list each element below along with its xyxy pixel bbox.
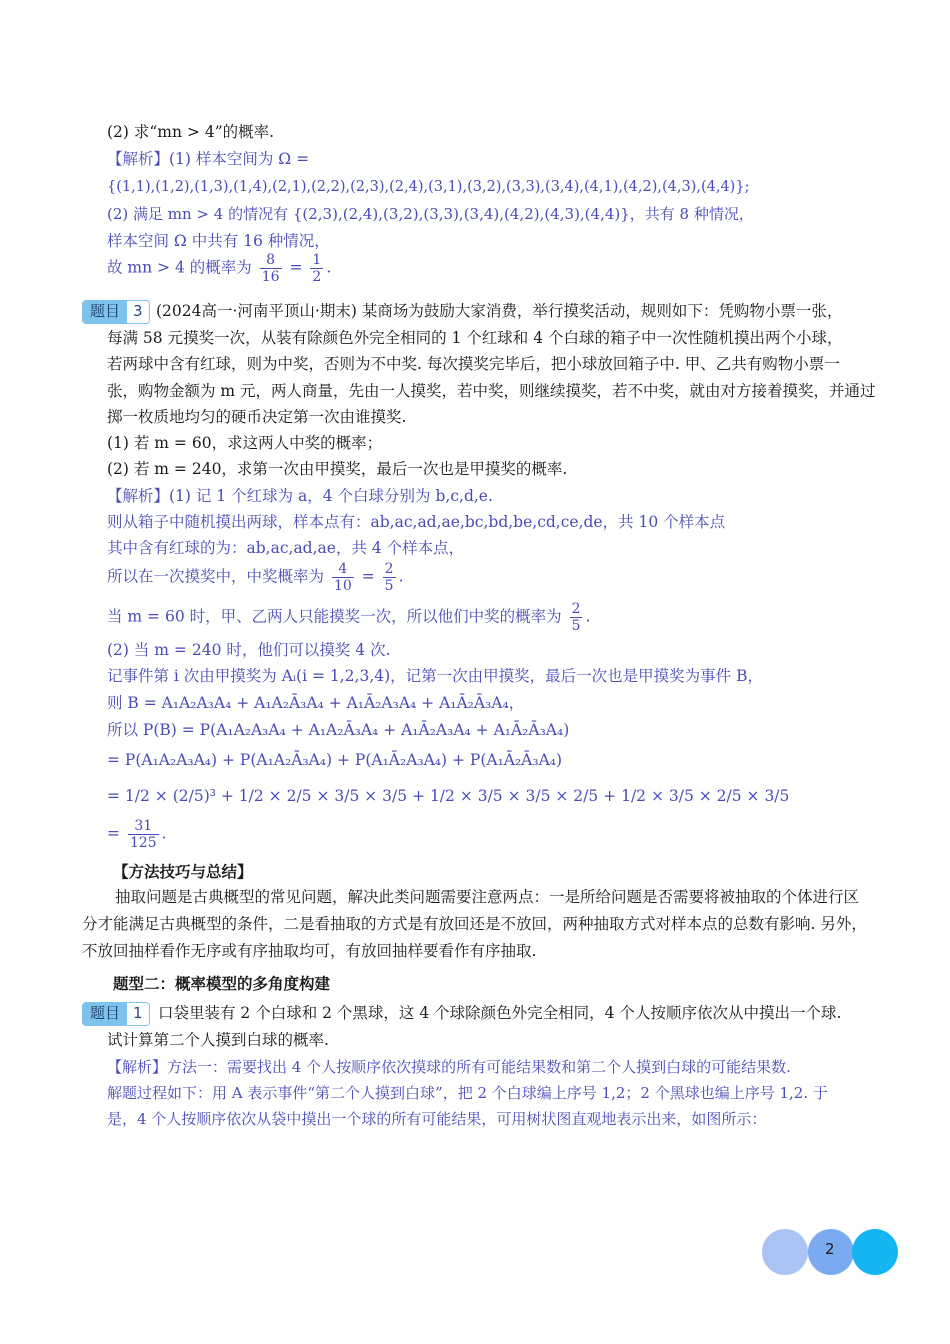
solution-line: 其中含有红球的为：ab,ac,ad,ae，共 4 个样本点， bbox=[107, 539, 465, 557]
question-text: 若两球中含有红球，则为中奖，否则为不中奖. 每次摸奖完毕后，把小球放回箱子中. 甲、乙共有购物小票一 bbox=[107, 355, 840, 373]
question-text: 试计算第二个人摸到白球的概率. bbox=[107, 1031, 329, 1049]
solution-line: 【解析】(1) 样本空间为 Ω = bbox=[107, 150, 310, 168]
question-text: 掷一枚质地均匀的硬币决定第一次由谁摸奖. bbox=[107, 408, 407, 426]
question-part-1: (1) 若 m = 60，求这两人中奖的概率； bbox=[107, 434, 383, 452]
probability-result: 所以在一次摸奖中，中奖概率为 $\frac{4}{10}$ = $\frac{2}{5}$ . bbox=[107, 561, 404, 594]
question-text: 每满 58 元摸奖一次，从装有除颜色外完全相同的 1 个红球和 4 个白球的箱子中一次性随机摸出两个小球， bbox=[107, 329, 843, 347]
solution-line: 样本空间 Ω 中共有 16 种情况， bbox=[107, 232, 330, 250]
solution-line: 记事件第 i 次由甲摸奖为 Aᵢ(i = 1,2,3,4)，记第一次由甲摸奖，最后一次也是甲摸奖为事件 B， bbox=[107, 667, 763, 685]
probability-computation: = 1/2 × (2/5)³ + 1/2 × 2/5 × 3/5 × 3/5 + 1/2 × 3/5 × 3/5 × 2/5 + 1/2 × 3/5 × 2/5 × 3/5 bbox=[107, 787, 790, 805]
method-text: 抽取问题是古典概型的常见问题，解决此类问题需要注意两点：一是所给问题是否需要将被抽取的个体进行区分才能满足古典概型的条件，二是看抽取的方式是有放回还是不放回，两种抽取方式对样本点的总数有影响. 另外，不放回抽样看作无序或有序抽取均可，有放回抽样要看作有序抽取. bbox=[82, 888, 867, 960]
solution-line: 【解析】方法一：需要找出 4 个人按顺序依次摸球的所有可能结果数和第二个人摸到白球的可能结果数. bbox=[107, 1058, 791, 1076]
decorative-circle bbox=[762, 1229, 808, 1275]
equals-sign: = bbox=[289, 258, 303, 277]
solution-line: 则从箱子中随机摸出两球，样本点有：ab,ac,ad,ae,bc,bd,be,cd,ce,de，共 10 个样本点 bbox=[107, 513, 726, 531]
fraction: $\frac{2}{5}$ bbox=[571, 601, 581, 634]
probability-result: 故 mn > 4 的概率为 $\frac{8}{16}$ = $\frac{1}{2}$ . bbox=[107, 252, 332, 285]
probability-formula: = P(A₁A₂A₃A₄) + P(A₁A₂Ā₃A₄) + P(A₁Ā₂A₃A₄) + P(A₁Ā₂Ā₃A₄) bbox=[107, 751, 563, 769]
decorative-circle bbox=[852, 1229, 898, 1275]
solution-line: (2) 满足 mn > 4 的情况有 {(2,3),(2,4),(3,2),(3,3),(3,4),(4,2),(4,3),(4,4)}，共有 8 种情况， bbox=[107, 205, 754, 223]
question-text: 张，购物金额为 m 元，两人商量，先由一人摸奖，若中奖，则继续摸奖，若不中奖，就由对方接着摸奖，并通过 bbox=[107, 382, 876, 400]
badge-label: 题目 bbox=[83, 1003, 127, 1025]
fraction: $\frac{4}{10}$ bbox=[333, 561, 352, 594]
question-badge bbox=[82, 300, 150, 324]
solution-line: (2) 当 m = 240 时，他们可以摸奖 4 次. bbox=[107, 641, 391, 659]
result-text: 当 m = 60 时，甲、乙两人只能摸奖一次，所以他们中奖的概率为 bbox=[107, 607, 562, 626]
question-text: 口袋里装有 2 个白球和 2 个黑球，这 4 个球除颜色外完全相同，4 个人按顺序依次从中摸出一个球. bbox=[158, 1004, 842, 1022]
sample-space-set: {(1,1),(1,2),(1,3),(1,4),(2,1),(2,2),(2,3),(2,4),(3,1),(3,2),(3,3),(3,4),(4,1),(4,2),(4,3),(4,4)}; bbox=[107, 179, 750, 195]
solution-line: 是，4 个人按顺序依次从袋中摸出一个球的所有可能结果，可用树状图直观地表示出来，如图所示： bbox=[107, 1110, 767, 1128]
question-text: (2024高一·河南平顶山·期末) 某商场为鼓励大家消费，举行摸奖活动，规则如下：凭购物小票一张， bbox=[156, 302, 843, 320]
badge-number: 3 bbox=[127, 301, 149, 323]
badge-number: 1 bbox=[127, 1003, 149, 1025]
probability-result: 当 m = 60 时，甲、乙两人只能摸奖一次，所以他们中奖的概率为 $\frac{2}{5}$ . bbox=[107, 601, 591, 634]
solution-line: 解题过程如下：用 A 表示事件“第二个人摸到白球”，把 2 个白球编上序号 1,2；2 个黑球也编上序号 1,2. 于 bbox=[107, 1084, 828, 1102]
final-result: = $\frac{31}{125}$ . bbox=[107, 818, 167, 851]
result-text: 所以在一次摸奖中，中奖概率为 bbox=[107, 567, 325, 586]
question-badge bbox=[82, 1002, 150, 1026]
question-part-2: (2) 求“mn > 4”的概率. bbox=[107, 123, 275, 141]
fraction: $\frac{31}{125}$ bbox=[129, 818, 157, 851]
event-formula: 则 B = A₁A₂A₃A₄ + A₁A₂Ā₃A₄ + A₁Ā₂A₃A₄ + A₁Ā₂Ā₃A₄， bbox=[107, 694, 525, 712]
solution-line: 【解析】(1) 记 1 个红球为 a，4 个白球分别为 b,c,d,e. bbox=[107, 487, 493, 505]
result-text: 故 mn > 4 的概率为 bbox=[107, 258, 252, 277]
probability-formula: 所以 P(B) = P(A₁A₂A₃A₄ + A₁A₂Ā₃A₄ + A₁Ā₂A₃A₄ + A₁Ā₂Ā₃A₄) bbox=[107, 721, 570, 739]
fraction: $\frac{2}{5}$ bbox=[384, 561, 394, 594]
section-heading: 题型二：概率模型的多角度构建 bbox=[113, 975, 331, 993]
fraction: $\frac{1}{2}$ bbox=[312, 252, 322, 285]
method-heading: 【方法技巧与总结】 bbox=[113, 863, 253, 881]
fraction: $\frac{8}{16}$ bbox=[261, 252, 280, 285]
page-number: 2 bbox=[825, 1240, 835, 1258]
badge-label: 题目 bbox=[83, 301, 127, 323]
question-part-2: (2) 若 m = 240，求第一次由甲摸奖，最后一次也是甲摸奖的概率. bbox=[107, 460, 568, 478]
